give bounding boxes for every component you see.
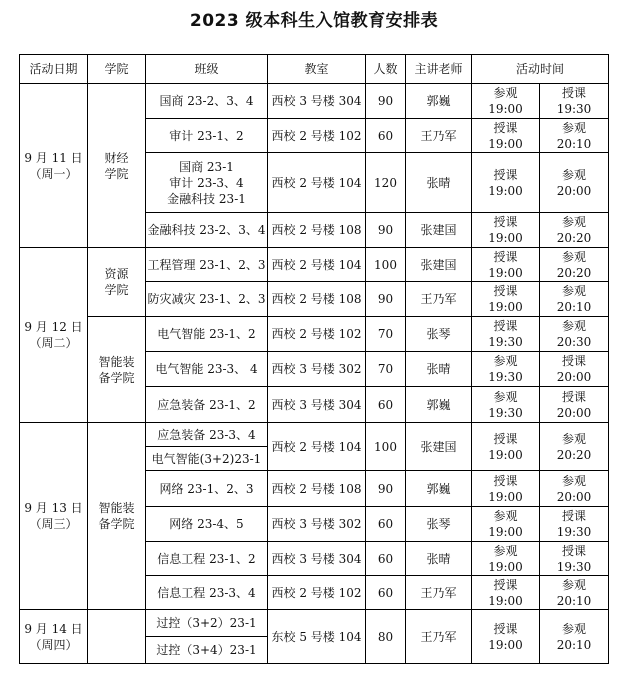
time-cell-2: 参观 20:10: [540, 119, 609, 153]
time-cell-1: 参观 19:00: [472, 507, 540, 542]
count-cell: 100: [366, 423, 406, 471]
college-cell: 智能装 备学院: [88, 423, 146, 610]
time-cell-1: 授课 19:00: [472, 248, 540, 282]
room-cell: 西校 2 号楼 102: [268, 317, 366, 352]
room-cell: 西校 3 号楼 302: [268, 507, 366, 542]
time-cell-1: 参观 19:00: [472, 84, 540, 119]
room-cell: 西校 2 号楼 108: [268, 282, 366, 317]
teacher-cell: 张琴: [406, 317, 472, 352]
class-cell: 金融科技 23-2、3、4: [146, 213, 268, 248]
schedule-table: [19, 54, 609, 664]
date-cell: 9 月 11 日 （周一）: [20, 84, 88, 248]
header-class: 班级: [146, 55, 268, 84]
count-cell: 100: [366, 248, 406, 282]
room-cell: 西校 2 号楼 108: [268, 471, 366, 507]
time-cell-2: 授课 19:30: [540, 84, 609, 119]
room-cell: 西校 3 号楼 302: [268, 352, 366, 387]
teacher-cell: 张晴: [406, 542, 472, 576]
count-cell: 90: [366, 471, 406, 507]
time-cell-2: 授课 19:30: [540, 542, 609, 576]
teacher-cell: 张晴: [406, 352, 472, 387]
count-cell: 80: [366, 610, 406, 664]
header-count: 人数: [366, 55, 406, 84]
teacher-cell: 郭巍: [406, 471, 472, 507]
time-cell-1: 授课 19:30: [472, 317, 540, 352]
date-cell: 9 月 14 日 （周四）: [20, 610, 88, 664]
teacher-cell: 郭巍: [406, 84, 472, 119]
class-cell: 国商 23-2、3、4: [146, 84, 268, 119]
room-cell: 西校 2 号楼 102: [268, 119, 366, 153]
header-teacher: 主讲老师: [406, 55, 472, 84]
time-cell-2: 参观 20:10: [540, 576, 609, 610]
time-cell-2: 授课 19:30: [540, 507, 609, 542]
room-cell: 西校 2 号楼 102: [268, 576, 366, 610]
time-cell-1: 授课 19:00: [472, 213, 540, 248]
header-time: 活动时间: [472, 55, 609, 84]
time-cell-2: 参观 20:20: [540, 248, 609, 282]
count-cell: 60: [366, 576, 406, 610]
college-cell: 资源 学院: [88, 248, 146, 317]
class-cell: 信息工程 23-1、2: [146, 542, 268, 576]
class-cell: 过控（3+4）23-1: [146, 637, 268, 664]
teacher-cell: 张建国: [406, 423, 472, 471]
time-cell-1: 授课 19:00: [472, 610, 540, 664]
time-cell-2: 参观 20:20: [540, 213, 609, 248]
class-cell: 网络 23-1、2、3: [146, 471, 268, 507]
class-cell: 工程管理 23-1、2、3: [146, 248, 268, 282]
room-cell: 西校 3 号楼 304: [268, 542, 366, 576]
date-cell: 9 月 12 日 （周二）: [20, 248, 88, 423]
header-row: [20, 55, 609, 84]
time-cell-2: 参观 20:20: [540, 423, 609, 471]
header-date: 活动日期: [20, 55, 88, 84]
date-cell: 9 月 13 日 （周三）: [20, 423, 88, 610]
count-cell: 70: [366, 317, 406, 352]
room-cell: 西校 2 号楼 104: [268, 153, 366, 213]
time-cell-2: 参观 20:10: [540, 610, 609, 664]
teacher-cell: 王乃军: [406, 119, 472, 153]
teacher-cell: 王乃军: [406, 576, 472, 610]
count-cell: 60: [366, 387, 406, 423]
time-cell-1: 参观 19:00: [472, 542, 540, 576]
teacher-cell: 郭巍: [406, 387, 472, 423]
room-cell: 西校 2 号楼 108: [268, 213, 366, 248]
class-cell: 网络 23-4、5: [146, 507, 268, 542]
table-row: [20, 317, 609, 352]
class-cell: 审计 23-1、2: [146, 119, 268, 153]
college-cell: 智能装 备学院: [88, 317, 146, 423]
table-row: [20, 610, 609, 637]
time-cell-1: 授课 19:00: [472, 153, 540, 213]
time-cell-1: 授课 19:00: [472, 119, 540, 153]
class-cell: 应急装备 23-3、4: [146, 423, 268, 447]
count-cell: 90: [366, 282, 406, 317]
room-cell: 西校 2 号楼 104: [268, 423, 366, 471]
time-cell-2: 授课 20:00: [540, 387, 609, 423]
teacher-cell: 张琴: [406, 507, 472, 542]
count-cell: 60: [366, 542, 406, 576]
count-cell: 90: [366, 84, 406, 119]
table-row: [20, 423, 609, 447]
count-cell: 90: [366, 213, 406, 248]
page-title: 2023 级本科生入馆教育安排表: [189, 11, 439, 31]
class-cell: 电气智能 23-1、2: [146, 317, 268, 352]
count-cell: 60: [366, 119, 406, 153]
time-cell-2: 参观 20:30: [540, 317, 609, 352]
class-cell: 国商 23-1 审计 23-3、4 金融科技 23-1: [146, 153, 268, 213]
time-cell-1: 授课 19:00: [472, 423, 540, 471]
room-cell: 西校 3 号楼 304: [268, 387, 366, 423]
time-cell-2: 参观 20:10: [540, 282, 609, 317]
college-cell: 财经 学院: [88, 84, 146, 248]
time-cell-1: 授课 19:00: [472, 471, 540, 507]
count-cell: 120: [366, 153, 406, 213]
time-cell-2: 参观 20:00: [540, 471, 609, 507]
teacher-cell: 张建国: [406, 248, 472, 282]
time-cell-2: 授课 20:00: [540, 352, 609, 387]
table-row: [20, 84, 609, 119]
class-cell: 防灾减灾 23-1、2、3: [146, 282, 268, 317]
class-cell: 应急装备 23-1、2: [146, 387, 268, 423]
class-cell: 电气智能(3+2)23-1: [146, 447, 268, 471]
class-cell: 过控（3+2）23-1: [146, 610, 268, 637]
room-cell: 西校 2 号楼 104: [268, 248, 366, 282]
table-row: [20, 248, 609, 282]
count-cell: 60: [366, 507, 406, 542]
time-cell-2: 参观 20:00: [540, 153, 609, 213]
teacher-cell: 张晴: [406, 153, 472, 213]
class-cell: 电气智能 23-3、 4: [146, 352, 268, 387]
time-cell-1: 授课 19:00: [472, 282, 540, 317]
class-cell: 信息工程 23-3、4: [146, 576, 268, 610]
teacher-cell: 王乃军: [406, 282, 472, 317]
room-cell: 西校 3 号楼 304: [268, 84, 366, 119]
header-college: 学院: [88, 55, 146, 84]
header-room: 教室: [268, 55, 366, 84]
room-cell: 东校 5 号楼 104: [268, 610, 366, 664]
time-cell-1: 参观 19:30: [472, 387, 540, 423]
count-cell: 70: [366, 352, 406, 387]
college-cell-empty: [88, 610, 146, 664]
teacher-cell: 张建国: [406, 213, 472, 248]
time-cell-1: 授课 19:00: [472, 576, 540, 610]
time-cell-1: 参观 19:30: [472, 352, 540, 387]
teacher-cell: 王乃军: [406, 610, 472, 664]
